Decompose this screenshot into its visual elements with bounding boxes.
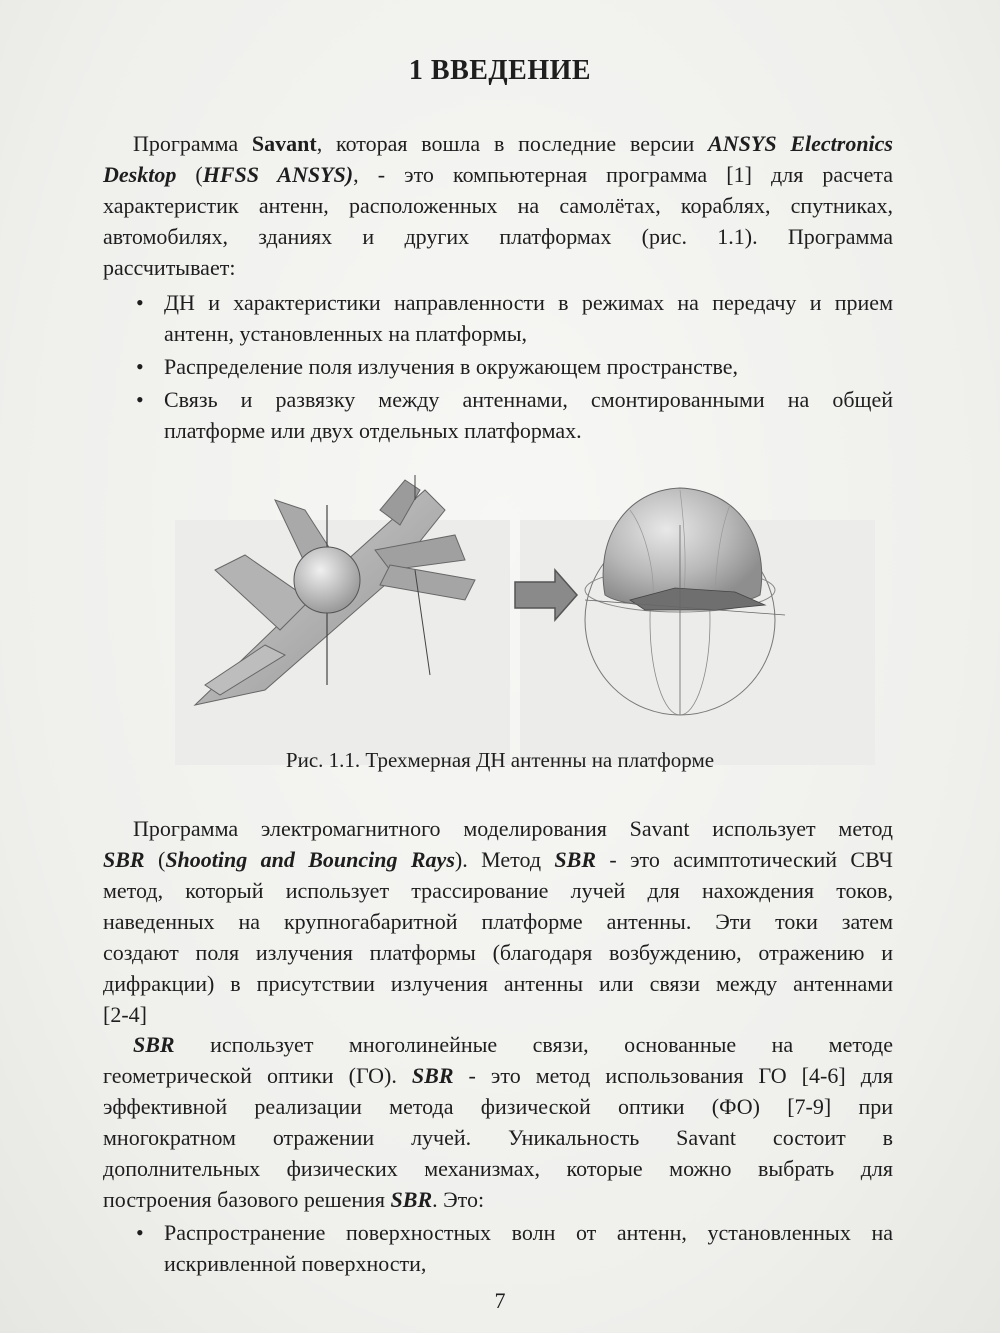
method-paragraph [103, 813, 893, 1030]
intro-line-4: автомобилях, зданиях и других платформах (рис. 1.1). Программа [103, 224, 893, 249]
sbr-line-5: дополнительных физических механизмах, которые можно выбрать для [103, 1156, 893, 1181]
list-item: • Распространение поверхностных волн от антенн, установленных на искривленной поверхности, [130, 1217, 893, 1279]
method-line-5: создают поля излучения платформы (благодаря возбуждению, отражению и [103, 940, 893, 965]
mechanisms-list [130, 1217, 893, 1281]
list-item: • ДН и характеристики направленности в режимах на передачу и прием антенн, установленных на платформы, [130, 287, 893, 349]
figure-aircraft-radiation-pattern [175, 470, 885, 770]
page-number: 7 [494, 1288, 506, 1313]
method-line-2: SBR (Shooting and Bouncing Rays). Метод SBR - это асимптотический СВЧ [103, 847, 893, 872]
list-item: • Распределение поля излучения в окружающем пространстве, [130, 351, 893, 382]
intro-line-5: рассчитывает: [103, 255, 236, 280]
method-line-3: метод, который использует трассирование лучей для нахождения токов, [103, 878, 893, 903]
intro-line-2: Desktop (HFSS ANSYS), - это компьютерная программа [1] для расчета [103, 162, 893, 187]
list-item: • Связь и развязку между антеннами, смонтированными на общей платформе или двух отдельных платформах. [130, 384, 893, 446]
intro-line-1: Программа Savant, которая вошла в последние версии ANSYS Electronics [133, 131, 893, 156]
intro-paragraph [103, 128, 893, 283]
sbr-line-1: SBR использует многолинейные связи, основанные на методе [133, 1032, 893, 1057]
method-line-6: дифракции) в присутствии излучения антенны или связи между антеннами [103, 971, 893, 996]
sbr-line-2: геометрической оптики (ГО). SBR - это метод использования ГО [4-6] для [103, 1063, 893, 1088]
method-line-4: наведенных на крупногабаритной платформе антенны. Эти токи затем [103, 909, 893, 934]
chapter-heading: 1 ВВЕДЕНИЕ [408, 55, 592, 86]
intro-line-3: характеристик антенн, расположенных на самолётах, кораблях, спутниках, [103, 193, 893, 218]
capabilities-list [130, 287, 893, 448]
sbr-paragraph [103, 1029, 893, 1215]
sbr-line-6: построения базового решения SBR. Это: [103, 1187, 485, 1212]
sbr-line-3: эффективной реализации метода физической оптики (ФО) [7-9] при [103, 1094, 893, 1119]
sbr-line-4: многократном отражении лучей. Уникальность Savant состоит в [103, 1125, 893, 1150]
method-line-7: [2-4] [103, 1002, 147, 1027]
figure-caption: Рис. 1.1. Трехмерная ДН антенны на платформе [285, 748, 715, 772]
method-line-1: Программа электромагнитного моделирования Savant использует метод [133, 816, 893, 841]
